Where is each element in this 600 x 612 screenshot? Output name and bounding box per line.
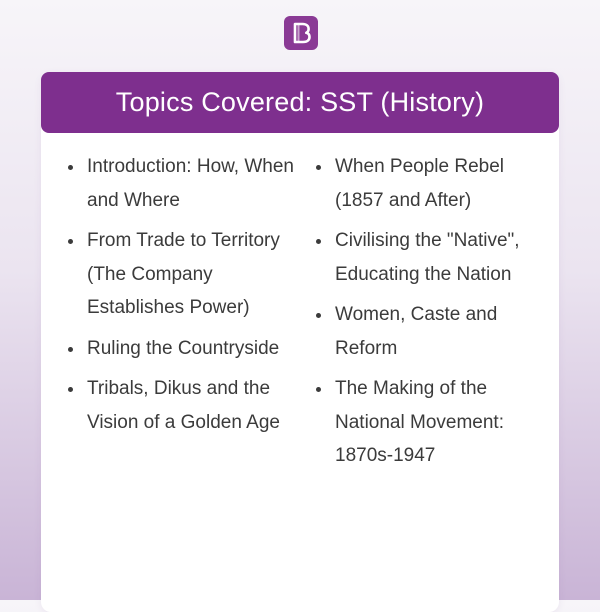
bullet-icon: [316, 165, 321, 170]
bullet-icon: [68, 165, 73, 170]
topic-label: From Trade to Territory (The Company Establishes Power): [87, 230, 280, 318]
bullet-icon: [68, 239, 73, 244]
topic-item: [66, 372, 296, 439]
topic-item: [314, 298, 546, 365]
bullet-icon: [316, 387, 321, 392]
topic-item: [314, 150, 546, 217]
topic-label: Introduction: How, When and Where: [87, 156, 294, 211]
topic-label: Ruling the Countryside: [87, 337, 280, 359]
page-title: Topics Covered: SST (History): [41, 72, 559, 133]
topic-item: [314, 224, 546, 291]
topic-label: When People Rebel (1857 and After): [335, 156, 504, 211]
topic-item: [66, 332, 296, 366]
topic-item: [314, 372, 546, 473]
topic-label: Tribals, Dikus and the Vision of a Golden Age: [87, 378, 280, 433]
bullet-icon: [68, 347, 73, 352]
bullet-icon: [316, 313, 321, 318]
bullet-icon: [316, 239, 321, 244]
topic-item: [66, 224, 296, 325]
byjus-b-logo-icon: [284, 16, 318, 50]
topic-label: The Making of the National Movement: 1870s-1947: [335, 378, 504, 466]
brand-logo: [284, 16, 318, 50]
topic-label: Civilising the "Native", Educating the Nation: [335, 230, 520, 285]
topics-list-left: [66, 150, 296, 446]
topic-item: [66, 150, 296, 217]
bullet-icon: [68, 387, 73, 392]
topics-list-right: [314, 150, 546, 480]
topic-label: Women, Caste and Reform: [335, 304, 498, 359]
